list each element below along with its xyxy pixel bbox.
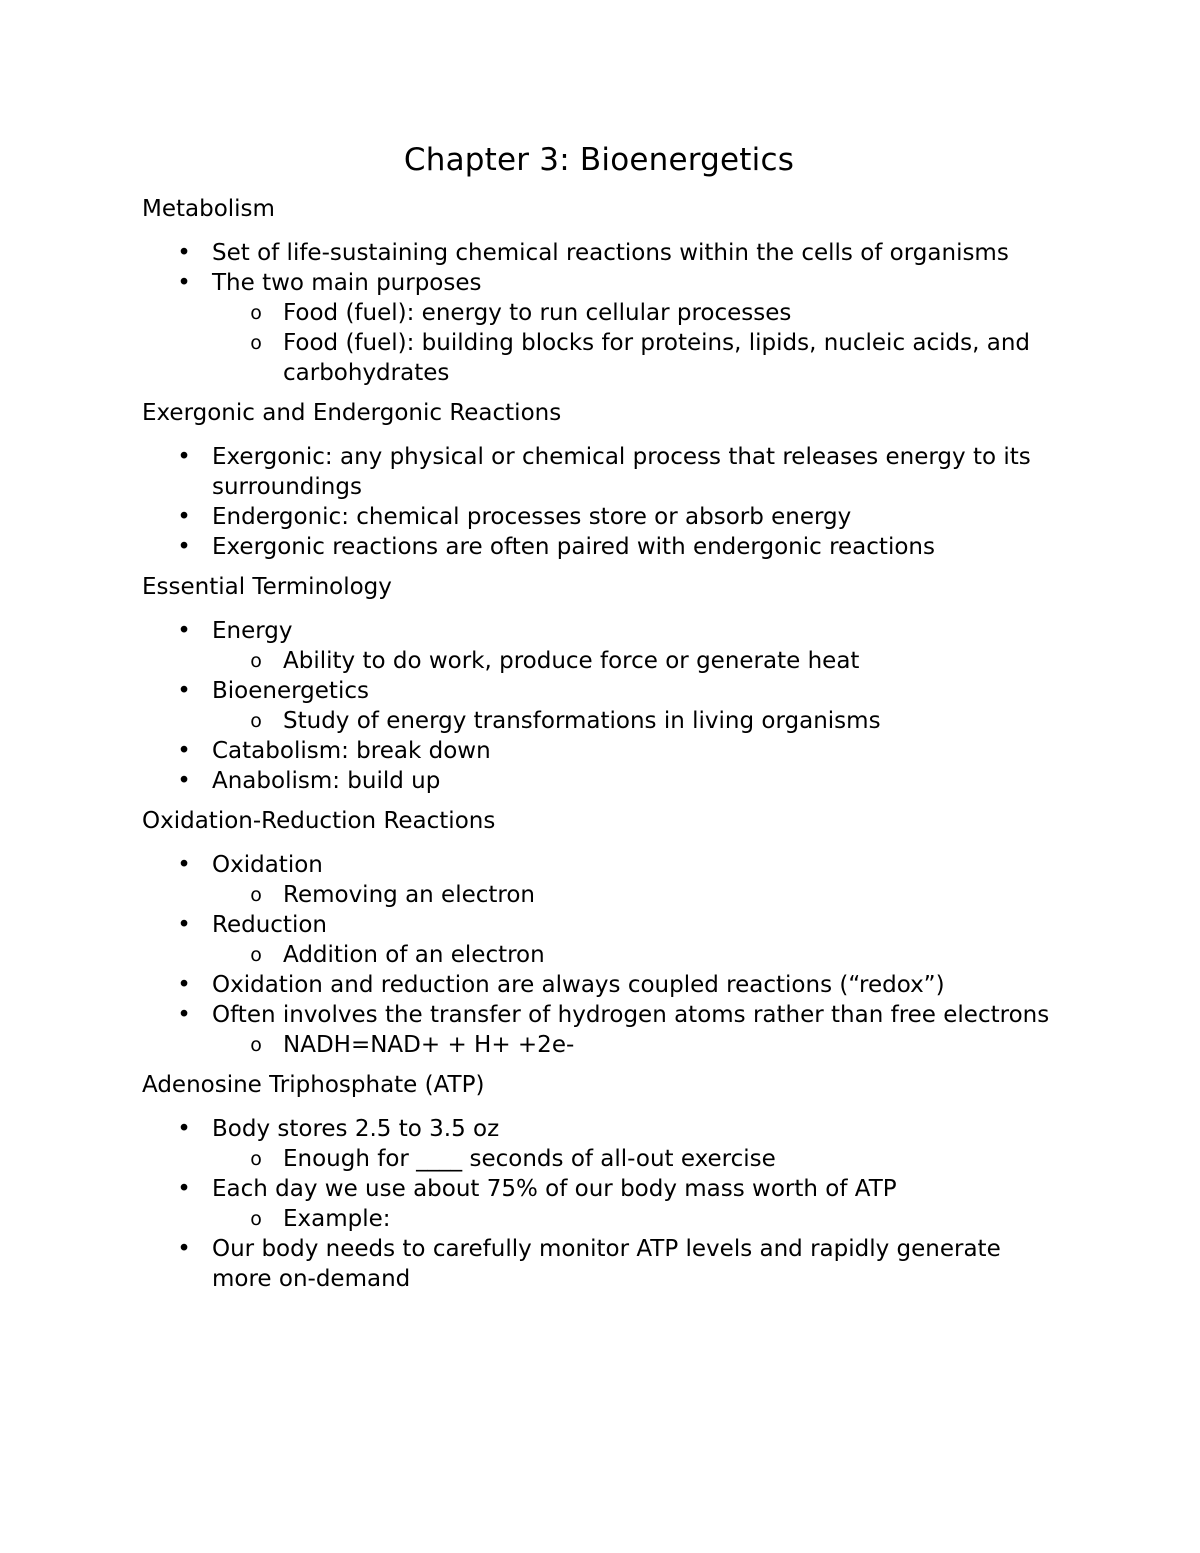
list-item bbox=[142, 1234, 1062, 1294]
section bbox=[142, 194, 1062, 388]
sub-list bbox=[212, 1144, 1062, 1174]
list-item bbox=[142, 676, 1062, 736]
sub-list-item bbox=[212, 706, 1062, 736]
bullet-icon: • bbox=[177, 1116, 191, 1142]
circle-bullet-icon: o bbox=[250, 332, 262, 354]
sub-list-item bbox=[212, 880, 1062, 910]
list-item bbox=[142, 442, 1062, 502]
list-item-text: The two main purposes bbox=[212, 270, 482, 296]
list-item-text: Set of life-sustaining chemical reactions within the cells of organisms bbox=[212, 240, 1009, 266]
sub-list-item-text: Ability to do work, produce force or generate heat bbox=[283, 648, 860, 674]
bullet-icon: • bbox=[177, 618, 191, 644]
section bbox=[142, 572, 1062, 796]
bullet-icon: • bbox=[177, 1002, 191, 1028]
list-item bbox=[142, 766, 1062, 796]
circle-bullet-icon: o bbox=[250, 710, 262, 732]
sub-list-item bbox=[212, 646, 1062, 676]
bullet-icon: • bbox=[177, 972, 191, 998]
list-item-text: Body stores 2.5 to 3.5 oz bbox=[212, 1116, 500, 1142]
sub-list-item bbox=[212, 328, 1062, 388]
section-heading: Metabolism bbox=[142, 196, 275, 222]
sub-list-item-text: NADH=NAD+ + H+ +2e- bbox=[283, 1032, 575, 1058]
list-item bbox=[142, 238, 1062, 268]
sub-list bbox=[212, 940, 1062, 970]
section-heading: Oxidation-Reduction Reactions bbox=[142, 808, 496, 834]
list-item-text: Endergonic: chemical processes store or absorb energy bbox=[212, 504, 852, 530]
sub-list bbox=[212, 880, 1062, 910]
sub-list-item-text: Study of energy transformations in living organisms bbox=[283, 708, 881, 734]
list-item-text: Bioenergetics bbox=[212, 678, 369, 704]
circle-bullet-icon: o bbox=[250, 1034, 262, 1056]
page-title: Chapter 3: Bioenergetics bbox=[403, 142, 795, 178]
section-heading: Exergonic and Endergonic Reactions bbox=[142, 400, 562, 426]
circle-bullet-icon: o bbox=[250, 1208, 262, 1230]
sub-list bbox=[212, 706, 1062, 736]
bullet-list bbox=[142, 616, 1062, 796]
list-item bbox=[142, 850, 1062, 910]
list-item-text: Exergonic reactions are often paired with endergonic reactions bbox=[212, 534, 935, 560]
sub-list bbox=[212, 1030, 1062, 1060]
bullet-icon: • bbox=[177, 1176, 191, 1202]
section bbox=[142, 1070, 1062, 1294]
sub-list-item-text: Food (fuel): energy to run cellular processes bbox=[283, 300, 792, 326]
sub-list-item-text: Example: bbox=[283, 1206, 391, 1232]
bullet-icon: • bbox=[177, 1236, 191, 1262]
list-item bbox=[142, 502, 1062, 532]
sub-list bbox=[212, 298, 1062, 388]
section bbox=[142, 806, 1062, 1060]
sub-list-item-text: Removing an electron bbox=[283, 882, 536, 908]
sub-list-item bbox=[212, 940, 1062, 970]
section-heading: Adenosine Triphosphate (ATP) bbox=[142, 1072, 485, 1098]
bullet-icon: • bbox=[177, 240, 191, 266]
bullet-list bbox=[142, 850, 1062, 1060]
list-item-text: Oxidation and reduction are always coupled reactions (“redox”) bbox=[212, 972, 945, 998]
section-heading: Essential Terminology bbox=[142, 574, 392, 600]
sub-list-item-text: Enough for ____ seconds of all-out exercise bbox=[283, 1146, 776, 1172]
circle-bullet-icon: o bbox=[250, 884, 262, 906]
document-page bbox=[142, 140, 1062, 1304]
section bbox=[142, 398, 1062, 562]
circle-bullet-icon: o bbox=[250, 1148, 262, 1170]
sub-list-item bbox=[212, 1030, 1062, 1060]
list-item bbox=[142, 736, 1062, 766]
sub-list-item bbox=[212, 298, 1062, 328]
bullet-icon: • bbox=[177, 534, 191, 560]
bullet-list bbox=[142, 442, 1062, 562]
bullet-icon: • bbox=[177, 852, 191, 878]
sub-list-item bbox=[212, 1204, 1062, 1234]
bullet-list bbox=[142, 238, 1062, 388]
bullet-icon: • bbox=[177, 444, 191, 470]
list-item bbox=[142, 616, 1062, 676]
bullet-icon: • bbox=[177, 270, 191, 296]
bullet-list bbox=[142, 1114, 1062, 1294]
list-item-text: Energy bbox=[212, 618, 293, 644]
bullet-icon: • bbox=[177, 912, 191, 938]
sections-container bbox=[142, 194, 1062, 1294]
sub-list-item-text: Food (fuel): building blocks for proteins, lipids, nucleic acids, and carbohydrates bbox=[283, 330, 1031, 386]
list-item bbox=[142, 1174, 1062, 1234]
sub-list bbox=[212, 646, 1062, 676]
bullet-icon: • bbox=[177, 504, 191, 530]
list-item-text: Reduction bbox=[212, 912, 327, 938]
bullet-icon: • bbox=[177, 678, 191, 704]
list-item bbox=[142, 268, 1062, 388]
list-item-text: Catabolism: break down bbox=[212, 738, 491, 764]
list-item bbox=[142, 532, 1062, 562]
list-item-text: Each day we use about 75% of our body mass worth of ATP bbox=[212, 1176, 897, 1202]
list-item-text: Oxidation bbox=[212, 852, 323, 878]
sub-list-item-text: Addition of an electron bbox=[283, 942, 545, 968]
list-item-text: Our body needs to carefully monitor ATP levels and rapidly generate more on-demand bbox=[212, 1236, 1001, 1292]
list-item bbox=[142, 1000, 1062, 1060]
circle-bullet-icon: o bbox=[250, 944, 262, 966]
circle-bullet-icon: o bbox=[250, 650, 262, 672]
list-item-text: Anabolism: build up bbox=[212, 768, 441, 794]
list-item bbox=[142, 970, 1062, 1000]
list-item bbox=[142, 910, 1062, 970]
circle-bullet-icon: o bbox=[250, 302, 262, 324]
bullet-icon: • bbox=[177, 738, 191, 764]
sub-list-item bbox=[212, 1144, 1062, 1174]
list-item bbox=[142, 1114, 1062, 1174]
list-item-text: Exergonic: any physical or chemical process that releases energy to its surroundings bbox=[212, 444, 1031, 500]
bullet-icon: • bbox=[177, 768, 191, 794]
list-item-text: Often involves the transfer of hydrogen atoms rather than free electrons bbox=[212, 1002, 1050, 1028]
sub-list bbox=[212, 1204, 1062, 1234]
